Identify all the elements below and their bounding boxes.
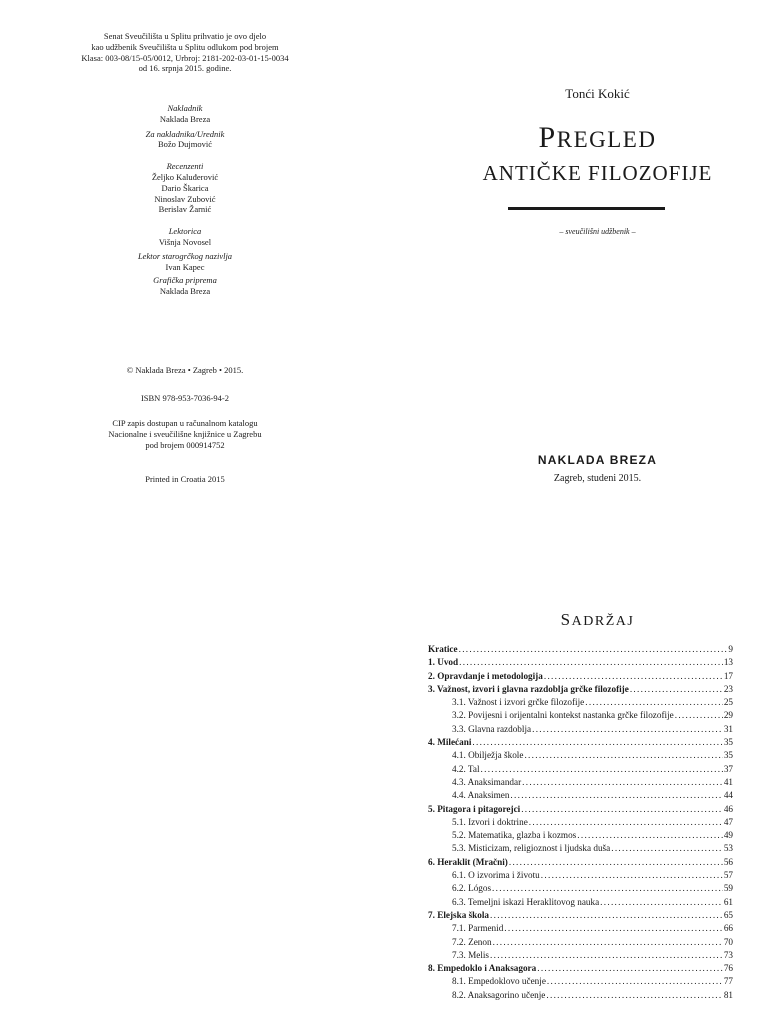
credit-publisher	[60, 103, 310, 125]
toc-section-entry	[428, 777, 733, 790]
toc-leader-dots	[490, 910, 723, 920]
toc-leader-dots	[529, 817, 723, 827]
toc-page-number: 77	[723, 976, 733, 987]
senate-approval-note	[60, 31, 310, 74]
credit-greek-proofreader	[60, 251, 310, 273]
credit-layout	[60, 275, 310, 297]
credit-proofreader	[60, 226, 310, 248]
toc-page-number: 35	[723, 737, 733, 748]
toc-chapter-entry	[428, 804, 733, 817]
cip-note	[60, 418, 310, 450]
author-name: Tonći Kokić	[565, 86, 630, 101]
toc-page-number: 61	[723, 896, 733, 907]
isbn-line: ISBN 978-953-7036-94-2	[140, 393, 230, 403]
toc-entry-title: 5. Pitagora i pitagorejci	[428, 803, 521, 814]
toc-section-entry	[428, 883, 733, 896]
toc-section-entry	[428, 750, 733, 763]
credit-role: Lektor starogrčkog nazivlja	[137, 250, 233, 261]
toc-leader-dots	[459, 644, 728, 654]
toc-leader-dots	[675, 710, 723, 720]
toc-leader-dots	[541, 870, 723, 880]
toc-page-number: 46	[723, 803, 733, 814]
toc-leader-dots	[577, 830, 723, 840]
toc-entry-title: 6. Heraklit (Mračni)	[428, 856, 508, 867]
credit-name: Dario Škarica	[161, 182, 209, 193]
toc-leader-dots	[472, 737, 722, 747]
book-title-line1	[475, 121, 720, 155]
toc-leader-dots	[459, 657, 723, 667]
credit-role: Lektorica	[168, 226, 202, 237]
toc-page-number: 29	[723, 710, 733, 721]
toc-entry-title: 4.3. Anaksimandar	[452, 776, 522, 787]
toc-leader-dots	[504, 923, 723, 933]
toc-chapter-entry	[428, 963, 733, 976]
toc-leader-dots	[544, 671, 723, 681]
toc-leader-dots	[521, 804, 723, 814]
toc-leader-dots	[630, 684, 723, 694]
toc-leader-dots	[524, 750, 722, 760]
toc-leader-dots	[600, 897, 723, 907]
credit-role: Grafička priprema	[153, 275, 217, 286]
title-rest: REGLED	[556, 127, 657, 152]
toc-chapter-entry	[428, 737, 733, 750]
toc-page-number: 25	[723, 697, 733, 708]
credit-name: Božo Dujmović	[157, 139, 213, 150]
toc-chapter-entry	[428, 657, 733, 670]
toc-section-entry	[428, 817, 733, 830]
toc-page-number: 47	[723, 816, 733, 827]
credit-name: Željko Kaluđerović	[151, 171, 219, 182]
toc-page-number: 9	[728, 644, 733, 654]
toc-page-number: 73	[723, 949, 733, 960]
toc-page-number: 41	[723, 776, 733, 787]
toc-page-number: 23	[723, 683, 733, 694]
toc-leader-dots	[492, 883, 723, 893]
toc-chapter-entry	[428, 684, 733, 697]
toc-page-number: 37	[723, 763, 733, 774]
toc-entry-title: 4. Milećani	[428, 737, 472, 748]
toc-section-entry	[428, 764, 733, 777]
toc-entry-title: 5.2. Matematika, glazba i kozmos	[452, 830, 577, 841]
cip-line: CIP zapis dostupan u računalnom katalogu	[112, 418, 258, 428]
toc-leader-dots	[490, 950, 723, 960]
toc-page-number: 53	[723, 843, 733, 854]
toc-entry-title: 5.3. Misticizam, religioznost i ljudska duša	[452, 843, 611, 854]
toc-page-number: 56	[723, 856, 733, 867]
toc-chapter-entry	[428, 857, 733, 870]
toc-entry-title: 5.1. Izvori i doktrine	[452, 816, 528, 827]
contents-heading	[475, 610, 720, 630]
toc-chapter-entry	[428, 644, 733, 657]
toc-leader-dots	[481, 764, 723, 774]
title-rule	[508, 207, 665, 210]
cip-line: Nacionalne i sveučilišne knjižnice u Zagrebu	[108, 428, 262, 439]
toc-section-entry	[428, 697, 733, 710]
toc-section-entry	[428, 950, 733, 963]
toc-section-entry	[428, 897, 733, 910]
toc-leader-dots	[493, 937, 723, 947]
publisher-name: NAKLADA BREZA	[537, 453, 658, 467]
toc-section-entry	[428, 990, 733, 1003]
credit-editor	[60, 129, 310, 151]
toc-entry-title: 8.1. Empedoklovo učenje	[452, 976, 546, 987]
toc-leader-dots	[611, 843, 723, 853]
toc-leader-dots	[546, 990, 722, 1000]
toc-leader-dots	[585, 697, 723, 707]
toc-leader-dots	[522, 777, 723, 787]
toc-section-entry	[428, 937, 733, 950]
toc-page-number: 65	[723, 909, 733, 920]
toc-section-entry	[428, 923, 733, 936]
printed-in-line: Printed in Croatia 2015	[145, 474, 225, 484]
credit-name: Naklada Breza	[159, 286, 211, 297]
credit-reviewers	[60, 161, 310, 215]
toc-section-entry	[428, 830, 733, 843]
toc-section-entry	[428, 724, 733, 737]
credit-name: Ninoslav Zubović	[154, 193, 216, 204]
credit-name: Naklada Breza	[159, 113, 211, 124]
toc-entry-title: 2. Opravdanje i metodologija	[428, 670, 543, 681]
credit-name: Ivan Kapec	[165, 261, 205, 272]
toc-section-entry	[428, 843, 733, 856]
toc-entry-title: 7.3. Melis	[452, 949, 490, 960]
senate-line: od 16. srpnja 2015. godine.	[138, 63, 232, 74]
toc-entry-title: 3.3. Glavna razdoblja	[452, 723, 532, 734]
toc-chapter-entry	[428, 671, 733, 684]
toc-entry-title: 6.3. Temeljni iskazi Heraklitovog nauka	[452, 896, 600, 907]
toc-page-number: 17	[723, 670, 733, 681]
credit-role: Nakladnik	[167, 103, 203, 113]
toc-page-number: 57	[723, 870, 733, 881]
toc-entry-title: 7.2. Zenon	[452, 936, 492, 947]
toc-leader-dots	[532, 724, 723, 734]
publication-place-date: Zagreb, studeni 2015.	[553, 473, 642, 484]
credit-name: Berislav Žarnić	[158, 204, 212, 215]
title-initial: P	[538, 121, 557, 154]
toc-page-number: 44	[723, 790, 733, 801]
copyright-line: © Naklada Breza • Zagreb • 2015.	[126, 365, 244, 375]
credit-name: Višnja Novosel	[158, 236, 212, 247]
credit-role: Recenzenti	[166, 161, 204, 172]
toc-entry-title: 1. Uvod	[428, 657, 459, 668]
toc-entry-title: Kratice	[428, 644, 458, 654]
toc-page-number: 13	[723, 657, 733, 668]
toc-entry-title: 6.2. Lógos	[452, 883, 492, 894]
contents-heading-initial: S	[560, 610, 572, 629]
toc-chapter-entry	[428, 910, 733, 923]
book-subtitle: – sveučilišni udžbenik –	[559, 227, 636, 236]
toc-entry-title: 7.1. Parmenid	[452, 923, 504, 934]
toc-page-number: 35	[723, 750, 733, 761]
book-title-line2: ANTIČKE FILOZOFIJE	[482, 161, 713, 185]
toc-page-number: 76	[723, 963, 733, 974]
toc-entry-title: 3. Važnost, izvori i glavna razdoblja grčke filozofije	[428, 683, 629, 694]
toc-section-entry	[428, 976, 733, 989]
contents-heading-rest: ADRŽAJ	[571, 614, 635, 629]
toc-page-number: 66	[723, 923, 733, 934]
credit-role: Za nakladnika/Urednik	[145, 128, 225, 139]
senate-line: kao udžbenik Sveučilišta u Splitu odlukom pod brojem	[91, 41, 279, 52]
toc-section-entry	[428, 870, 733, 883]
senate-line: Klasa: 003-08/15-05/0012, Urbroj: 2181-202-03-01-15-0034	[81, 52, 289, 63]
toc-section-entry	[428, 710, 733, 723]
toc-entry-title: 7. Elejska škola	[428, 909, 490, 920]
toc-page-number: 49	[723, 830, 733, 841]
toc-entry-title: 8. Empedoklo i Anaksagora	[428, 963, 537, 974]
toc-entry-title: 3.1. Važnost i izvori grčke filozofije	[452, 697, 585, 708]
credits-block	[60, 103, 310, 297]
cip-line: pod brojem 000914752	[145, 439, 225, 450]
toc-entry-title: 8.2. Anaksagorino učenje	[452, 989, 546, 1000]
toc-leader-dots	[509, 857, 723, 867]
toc-leader-dots	[537, 963, 723, 973]
toc-entry-title: 4.4. Anaksimen	[452, 790, 510, 801]
toc-page-number: 59	[723, 883, 733, 894]
senate-line: Senat Sveučilišta u Splitu prihvatio je ovo djelo	[103, 31, 267, 41]
toc-leader-dots	[547, 976, 723, 986]
toc-entry-title: 4.2. Tal	[452, 763, 480, 774]
toc-page-number: 81	[723, 989, 733, 1000]
toc-entry-title: 6.1. O izvorima i životu	[452, 870, 540, 881]
toc-page-number: 70	[723, 936, 733, 947]
toc-section-entry	[428, 790, 733, 803]
toc-page-number: 31	[723, 723, 733, 734]
table-of-contents	[428, 644, 733, 1003]
toc-leader-dots	[510, 790, 722, 800]
toc-entry-title: 4.1. Obilježja škole	[452, 750, 524, 761]
toc-entry-title: 3.2. Povijesni i orijentalni kontekst nastanka grčke filozofije	[452, 710, 674, 721]
